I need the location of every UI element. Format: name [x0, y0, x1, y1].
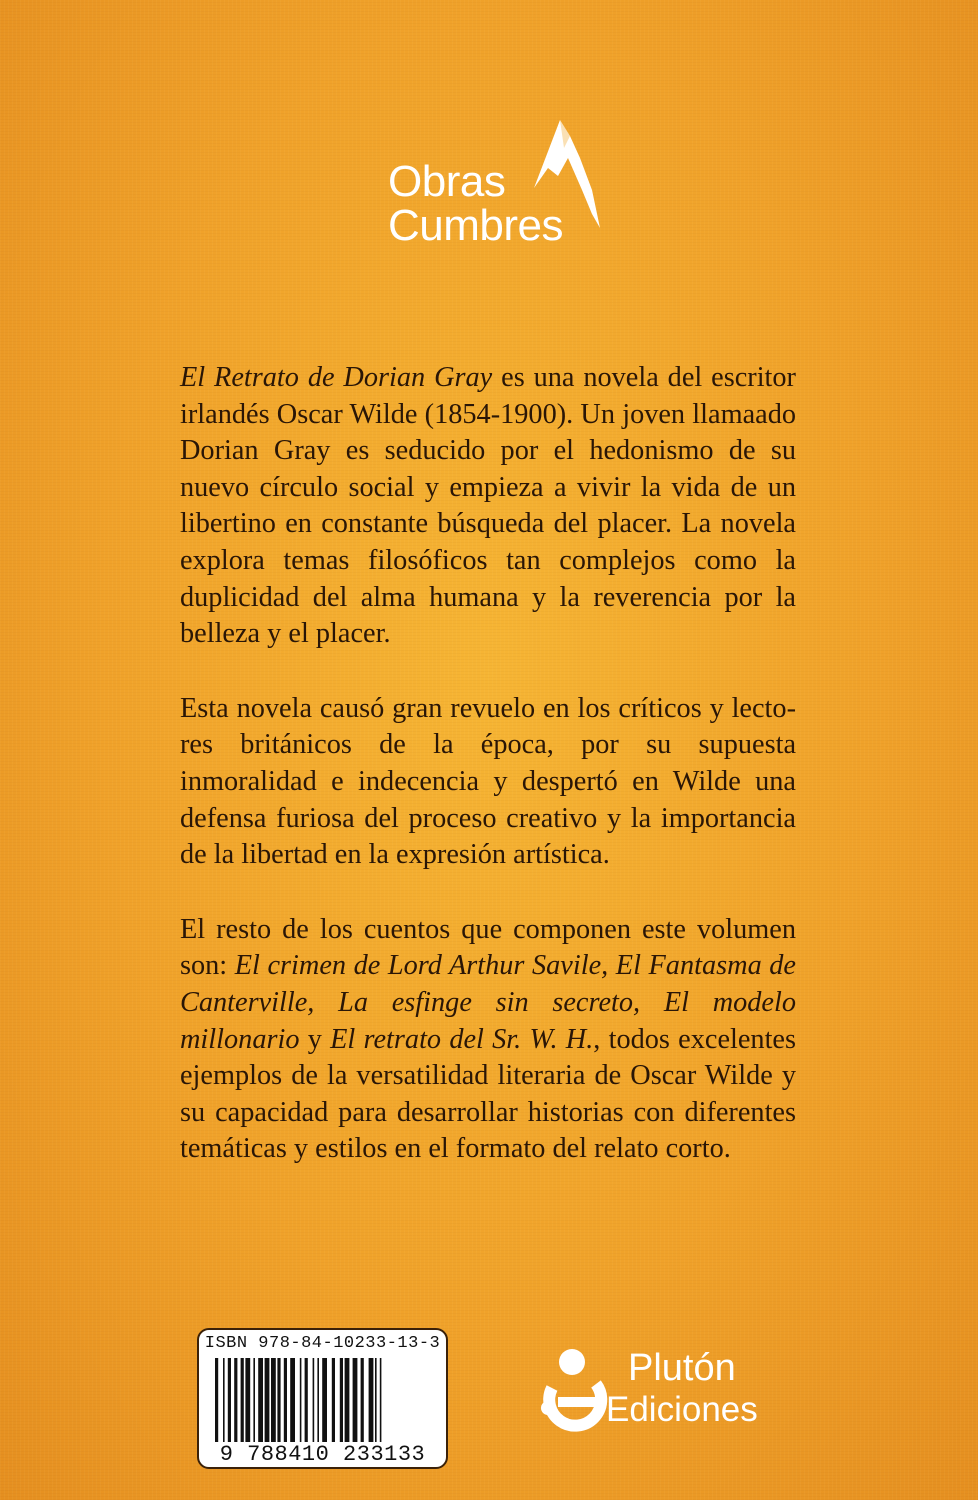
barcode-bar — [245, 1358, 250, 1442]
barcode-bar — [317, 1358, 319, 1442]
barcode-bar — [369, 1358, 374, 1442]
publisher-name: Plutón — [628, 1347, 736, 1389]
barcode-bar — [265, 1358, 270, 1442]
barcode-bars — [211, 1358, 437, 1442]
barcode-bar — [300, 1358, 302, 1442]
barcode-bar — [322, 1358, 327, 1442]
synopsis-paragraph — [180, 360, 796, 653]
isbn-label: ISBN 978-84-10233-13-3 — [204, 1334, 441, 1353]
synopsis-paragraph — [180, 691, 796, 874]
italic-title-run: El Retrato de Dorian Gray — [180, 362, 493, 393]
text-run: El resto de los cuentos que componen este volumen son: — [180, 913, 796, 982]
italic-title-run: El crimen de Lord Arthur Savile, El Fantasma de Canterville, La esfinge sin secreto, El modelo millonario — [180, 950, 796, 1055]
barcode-bar — [313, 1358, 315, 1442]
synopsis-paragraph — [180, 912, 796, 1168]
barcode-bar — [258, 1358, 263, 1442]
barcode-bar — [223, 1358, 225, 1442]
barcode-bar — [345, 1358, 350, 1442]
isbn-barcode — [197, 1328, 448, 1469]
publisher-logo — [538, 1340, 818, 1440]
barcode-bar — [241, 1358, 244, 1442]
barcode-bar — [284, 1358, 287, 1442]
barcode-bar — [290, 1358, 295, 1442]
barcode-bar — [305, 1358, 308, 1442]
barcode-bar — [332, 1358, 335, 1442]
series-logo-line2: Cumbres — [388, 201, 563, 250]
ean-digits: 9 788410 233133 — [219, 1442, 426, 1467]
text-run: y — [299, 1023, 331, 1055]
barcode-bar — [277, 1358, 280, 1442]
series-logo — [388, 118, 618, 258]
publisher-subtitle: Ediciones — [606, 1390, 758, 1429]
barcode-bar — [353, 1358, 358, 1442]
text-run: es una novela del escritor irlandés Oscar Wilde (1854-1900). Un joven llamaado Dorian Gray es seducido por el hedonismo de su nuevo círculo social y empieza a vivir la vida de un libertino en constante búsqueda del placer. La novela explora temas filosóficos tan complejos como la duplicidad del alma humana y la reverencia por la belleza y el placer. — [180, 362, 796, 650]
barcode-bar — [361, 1358, 364, 1442]
barcode-bar — [228, 1358, 231, 1442]
barcode-bar — [271, 1358, 276, 1442]
barcode-bar — [375, 1358, 377, 1442]
barcode-bar — [234, 1358, 237, 1442]
series-logo-line1: Obras — [388, 157, 506, 206]
barcode-bar — [340, 1358, 343, 1442]
synopsis — [180, 360, 796, 1206]
barcode-bar — [253, 1358, 255, 1442]
text-run: Esta novela causó gran revuelo en los críticos y lectores británicos de la época, por su supuesta inmoralidad e indecencia y despertó en Wilde una defensa furiosa del proceso creativo y la importancia de la libertad en la expresión artística. — [180, 692, 796, 871]
italic-title-run: El retrato del Sr. W. H. — [330, 1023, 594, 1055]
barcode-bar — [215, 1358, 218, 1442]
text-run: , todos excelentes ejemplos de la versatilidad literaria de Oscar Wilde y su capacidad para desarrollar historias con diferentes temáticas y estilos en el formato del relato corto. — [180, 1023, 797, 1165]
barcode-bar — [380, 1358, 382, 1442]
